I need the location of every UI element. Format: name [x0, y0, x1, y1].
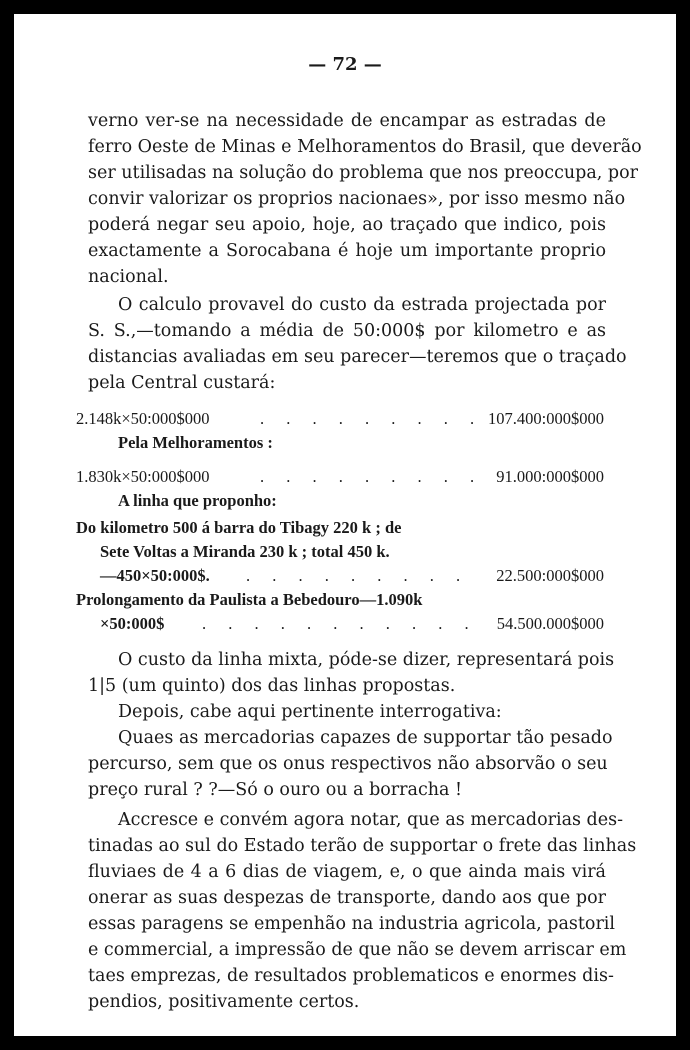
calc-expression: Do kilometro 500 á barra do Tibagy 220 k ; de	[76, 518, 402, 537]
text-line: pendios, positivamente certos.	[88, 992, 360, 1012]
calc-heading: A linha que proponho:	[118, 491, 277, 510]
text-line: pela Central custará:	[88, 373, 276, 393]
text-line: tinadas ao sul do Estado terão de supportar o frete das linhas	[88, 836, 637, 856]
text-line: ferro Oeste de Minas e Melhoramentos do Brasil, que deverão	[88, 137, 642, 157]
calc-expression: 1.830k×50:000$000	[76, 467, 210, 486]
text-line: convir valorizar os proprios nacionaes», por isso mesmo não	[88, 189, 626, 209]
calc-amount: 22.500:000$000	[496, 566, 604, 585]
dot-leader: . . . . . . . . .	[260, 409, 484, 428]
text-line: Accresce e convém agora notar, que as mercadorias des-	[118, 810, 624, 830]
text-line: poderá negar seu apoio, hoje, ao traçado que indico, pois	[88, 215, 606, 235]
text-line: exactamente a Sorocabana é hoje um importante proprio	[88, 241, 606, 261]
calc-expression: Sete Voltas a Miranda 230 k ; total 450 k.	[100, 542, 390, 561]
dot-leader: . . . . . . . . . . .	[202, 614, 478, 633]
text-line: percurso, sem que os onus respectivos não absorvão o seu	[88, 754, 608, 774]
text-line: preço rural ? ?—Só o ouro ou a borracha !	[88, 780, 463, 800]
dot-leader: . . . . . . . . .	[246, 566, 470, 585]
text-line: Depois, cabe aqui pertinente interrogativa:	[118, 702, 502, 722]
text-line: e commercial, a impressão de que não se devem arriscar em	[88, 940, 627, 960]
book-page	[14, 14, 676, 1036]
text-line: nacional.	[88, 267, 169, 287]
calc-amount: 54.500.000$000	[496, 614, 604, 633]
text-line: onerar as suas despezas de transporte, dando aos que por	[88, 888, 606, 908]
calc-expression: —450×50:000$.	[100, 566, 210, 585]
calc-expression: Prolongamento da Paulista a Bebedouro—1.090k	[76, 590, 423, 609]
text-line: 1|5 (um quinto) dos das linhas propostas.	[88, 676, 456, 696]
text-line: distancias avaliadas em seu parecer—teremos que o traçado	[88, 347, 627, 367]
text-line: Quaes as mercadorias capazes de supportar tão pesado	[118, 728, 613, 748]
calc-heading: Pela Melhoramentos :	[118, 433, 273, 452]
calc-expression: ×50:000$	[100, 614, 165, 633]
text-line: verno ver-se na necessidade de encampar as estradas de	[88, 111, 606, 131]
text-line: S. S.,—tomando a média de 50:000$ por kilometro e as	[88, 321, 606, 341]
text-line: ser utilisadas na solução do problema que nos preoccupa, por	[88, 163, 639, 183]
text-line: O calculo provavel do custo da estrada projectada por	[118, 295, 606, 315]
text-line: O custo da linha mixta, póde-se dizer, representará pois	[118, 650, 615, 670]
calc-expression: 2.148k×50:000$000	[76, 409, 210, 428]
text-line: essas paragens se empenhão na industria agricola, pastoril	[88, 914, 615, 934]
calc-amount: 107.400:000$000	[488, 409, 604, 428]
dot-leader: . . . . . . . . .	[260, 467, 484, 486]
page-number: — 72 —	[308, 54, 382, 75]
text-line: taes emprezas, de resultados problematicos e enormes dis-	[88, 966, 614, 986]
calc-amount: 91.000:000$000	[496, 467, 604, 486]
text-line: fluviaes de 4 a 6 dias de viagem, e, o que ainda mais virá	[88, 862, 606, 882]
